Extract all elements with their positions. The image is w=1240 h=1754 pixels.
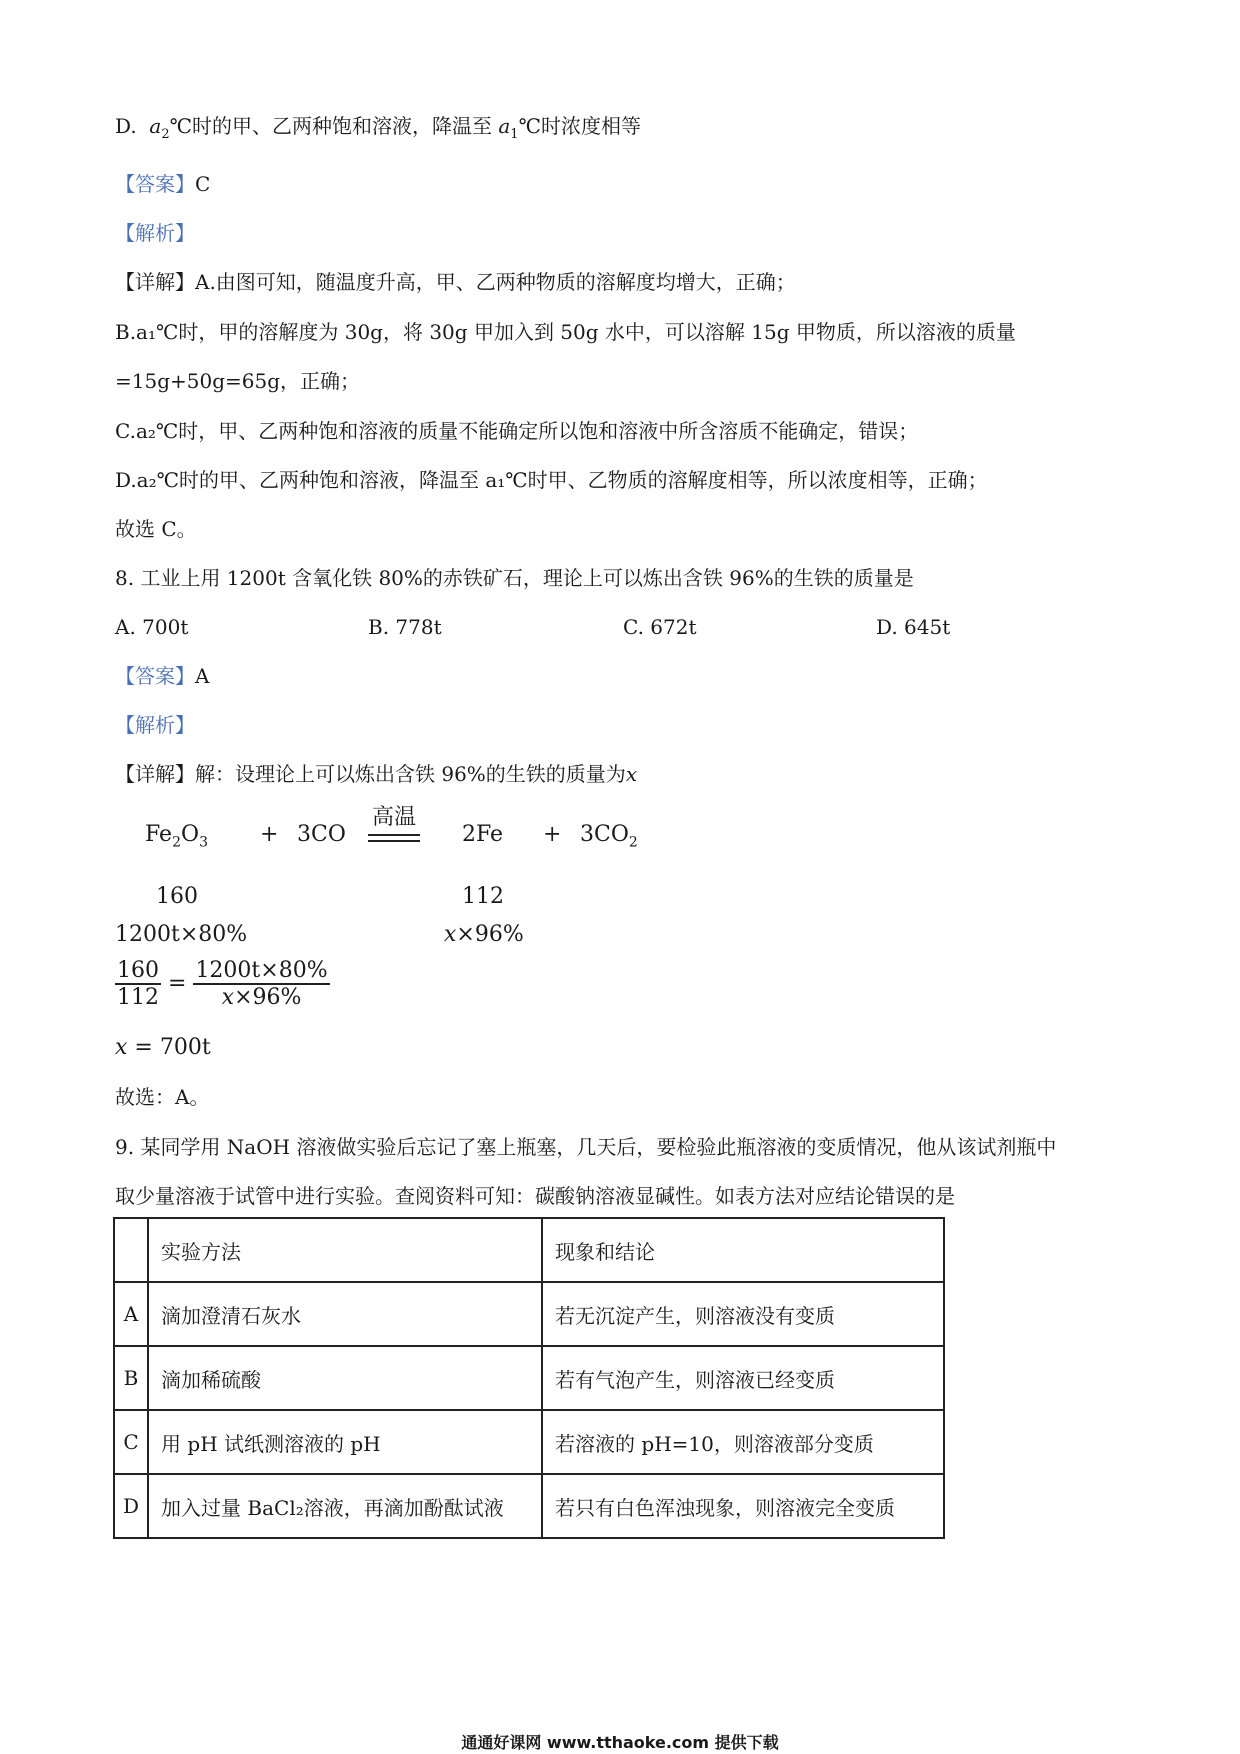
q7-detail-line-b: B.a₁℃时，甲的溶解度为 30g，将 30g 甲加入到 50g 水中，可以溶解 15g 甲物质，所以溶液的质量 [115, 320, 1016, 344]
q8-analysis-tag: 【解析】 [115, 713, 195, 737]
row-label: A [114, 1282, 148, 1346]
q8-option-d: D. 645t [876, 615, 951, 639]
proportion: $\frac{160}{112}$ = $\frac{1200t\times 80\%}{x\times 96\%}$ [117, 958, 328, 1010]
eq-mass-160: 160 [156, 884, 198, 909]
result: x = 700t [115, 1035, 211, 1060]
row-method: 用 pH 试纸测溶液的 pH [148, 1410, 542, 1474]
row-result: 若无沉淀产生，则溶液没有变质 [542, 1282, 944, 1346]
table-row [114, 1410, 944, 1474]
eq-condition: 高温 [368, 800, 420, 842]
eq-value-2: x×96% [444, 922, 524, 947]
eq-fe: 2Fe [462, 822, 504, 847]
q9-table [113, 1217, 945, 1539]
q8-stem: 8. 工业上用 1200t 含氧化铁 80%的赤铁矿石，理论上可以炼出含铁 96%的生铁的质量是 [115, 566, 914, 590]
q8-option-a: A. 700t [115, 615, 189, 639]
q7-answer: 【答案】C [115, 172, 211, 196]
row-result: 若有气泡产生，则溶液已经变质 [542, 1346, 944, 1410]
eq-plus-1: + [260, 822, 279, 847]
eq-co: 3CO [297, 822, 346, 847]
q8-conclusion: 故选：A。 [115, 1085, 210, 1109]
q7-detail-line-d: D.a₂℃时的甲、乙两种饱和溶液，降温至 a₁℃时甲、乙物质的溶解度相等，所以浓度相等，正确； [115, 468, 988, 492]
q9-stem-1: 9. 某同学用 NaOH 溶液做实验后忘记了塞上瓶塞，几天后，要检验此瓶溶液的变质情况，他从该试剂瓶中 [115, 1135, 1057, 1159]
q9-stem-2: 取少量溶液于试管中进行实验。查阅资料可知：碳酸钠溶液显碱性。如表方法对应结论错误的是 [115, 1184, 955, 1208]
table-row [114, 1346, 944, 1410]
header-result: 现象和结论 [542, 1218, 944, 1282]
fraction-right: $\frac{1200t\times 80\%}{x\times 96\%}$ [195, 958, 328, 1010]
table-header-row [114, 1218, 944, 1282]
eq-fe2o3: $Fe_2O_3$ [145, 822, 208, 851]
q8-answer: 【答案】A [115, 664, 210, 688]
q8-option-b: B. 778t [368, 615, 442, 639]
row-result: 若溶液的 pH=10，则溶液部分变质 [542, 1410, 944, 1474]
page-footer: 通通好课网 www.tthaoke.com 提供下载 [461, 1733, 779, 1752]
row-method: 滴加澄清石灰水 [148, 1282, 542, 1346]
header-label [114, 1218, 148, 1282]
q7-option-d: D. $a_2℃$时的甲、乙两种饱和溶液，降温至 $a_1℃$时浓度相等 [115, 114, 641, 142]
q7-detail-line-b2: =15g+50g=65g，正确； [115, 369, 361, 393]
row-label: C [114, 1410, 148, 1474]
eq-value-1: 1200t×80% [115, 922, 248, 947]
row-method: 滴加稀硫酸 [148, 1346, 542, 1410]
header-method: 实验方法 [148, 1218, 542, 1282]
eq-co2: $3CO_2$ [580, 822, 638, 851]
row-label: D [114, 1474, 148, 1538]
row-result: 若只有白色浑浊现象，则溶液完全变质 [542, 1474, 944, 1538]
eq-plus-2: + [543, 822, 562, 847]
q8-option-c: C. 672t [623, 615, 697, 639]
row-method: 加入过量 BaCl₂溶液，再滴加酚酞试液 [148, 1474, 542, 1538]
q7-conclusion: 故选 C。 [115, 517, 197, 541]
fraction-left: $\frac{160}{112}$ [117, 958, 159, 1010]
eq-mass-112: 112 [462, 884, 504, 909]
row-label: B [114, 1346, 148, 1410]
q7-detail-line-a: 【详解】A.由图可知，随温度升高，甲、乙两种物质的溶解度均增大，正确； [115, 270, 796, 294]
table-row [114, 1282, 944, 1346]
table-row [114, 1474, 944, 1538]
q7-analysis-tag: 【解析】 [115, 221, 195, 245]
q8-detail: 【详解】解：设理论上可以炼出含铁 96%的生铁的质量为x [115, 762, 638, 786]
q7-detail-line-c: C.a₂℃时，甲、乙两种饱和溶液的质量不能确定所以饱和溶液中所含溶质不能确定，错误； [115, 419, 919, 443]
